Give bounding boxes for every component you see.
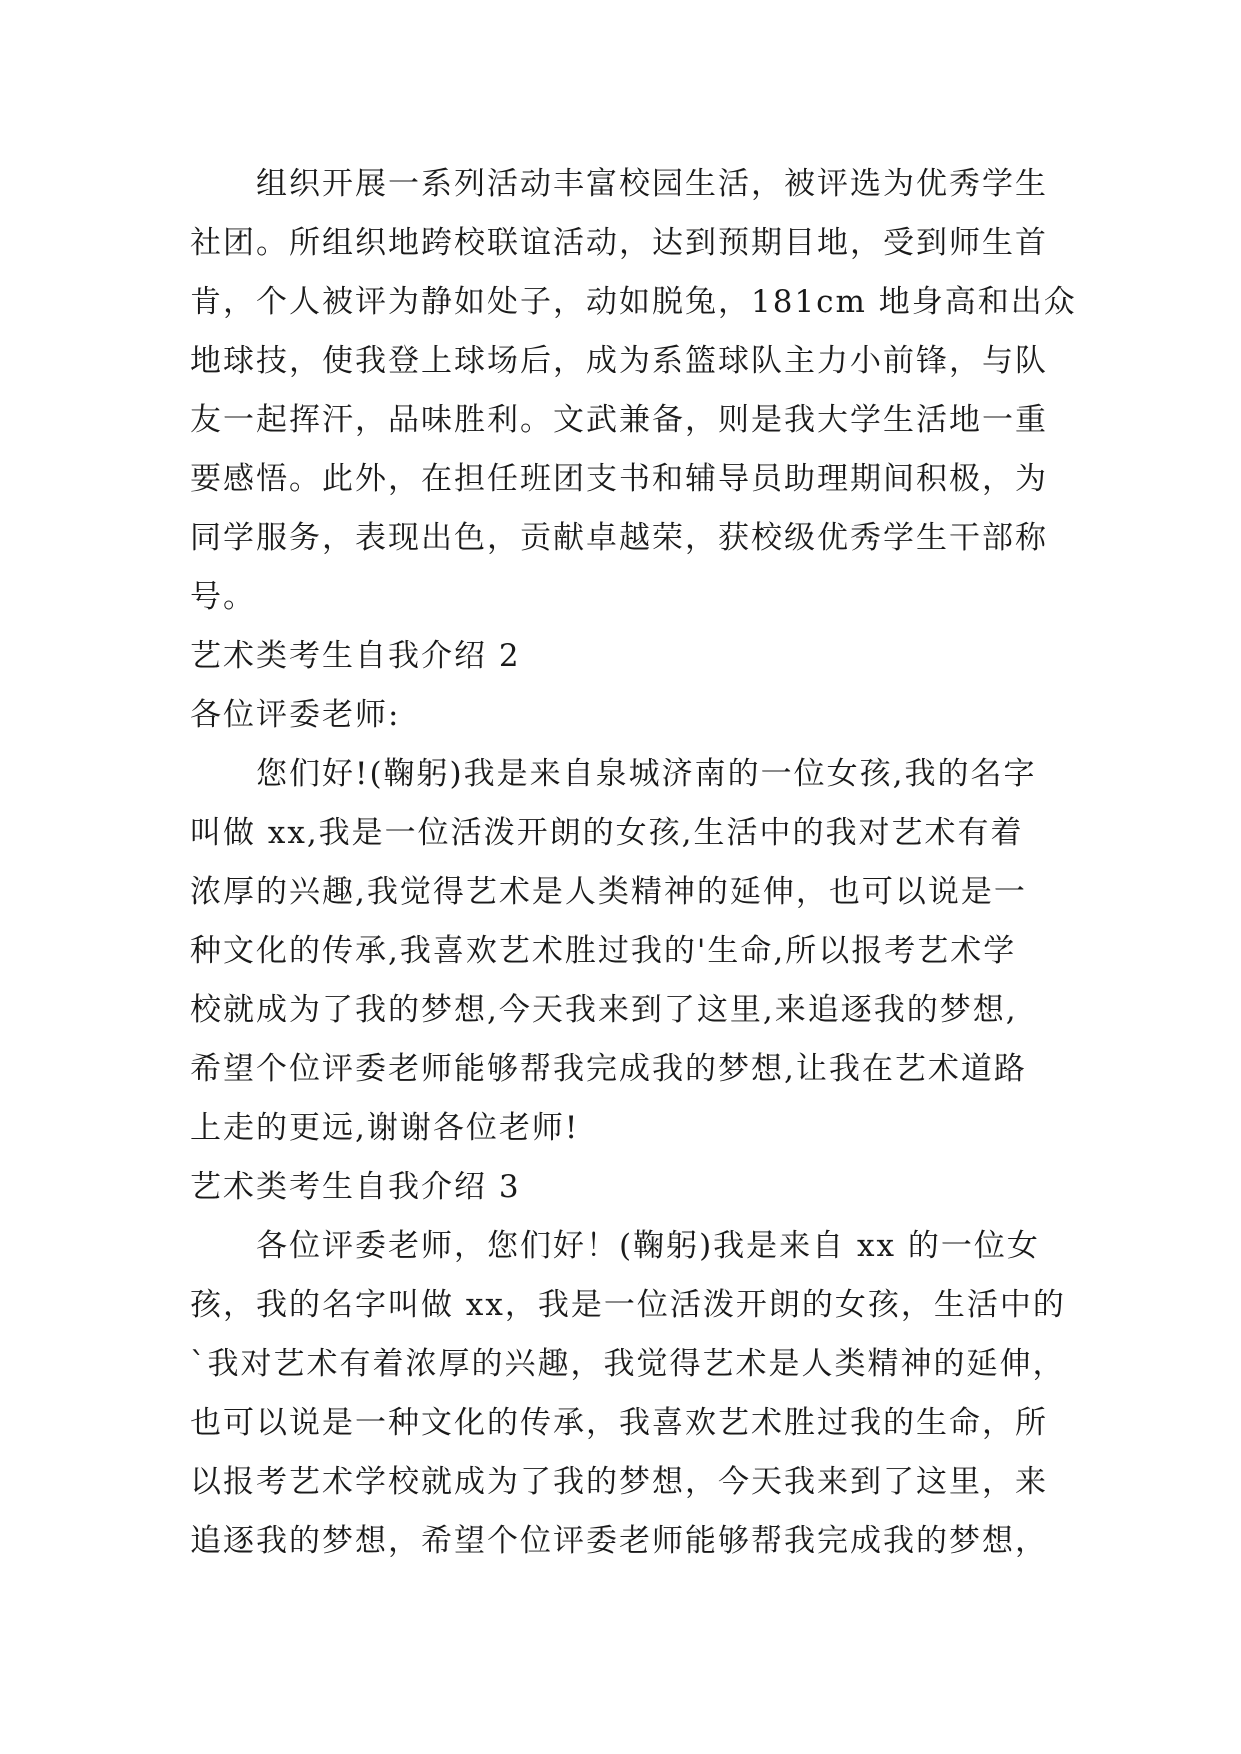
text-line: 社团。所组织地跨校联谊活动，达到预期目地，受到师生首 — [190, 225, 1048, 261]
text-line: 各位评委老师，您们好！(鞠躬)我是来自 xx 的一位女 — [256, 1228, 1040, 1264]
text-line: 地球技，使我登上球场后，成为系篮球队主力小前锋，与队 — [190, 343, 1048, 379]
text-line: 孩，我的名字叫做 xx，我是一位活泼开朗的女孩，生活中的 — [190, 1287, 1066, 1323]
paragraph — [190, 745, 1054, 1158]
text-line: `我对艺术有着浓厚的兴趣，我觉得艺术是人类精神的延伸， — [190, 1346, 1066, 1382]
text-line: 希望个位评委老师能够帮我完成我的梦想,让我在艺术道路 — [190, 1051, 1027, 1087]
text-line: 号。 — [190, 579, 256, 615]
text-line: 也可以说是一种文化的传承，我喜欢艺术胜过我的生命，所 — [190, 1405, 1048, 1441]
text-line: 同学服务，表现出色，贡献卓越荣，获校级优秀学生干部称 — [190, 520, 1048, 556]
text-line: 您们好!(鞠躬)我是来自泉城济南的一位女孩,我的名字 — [256, 756, 1037, 792]
text-line: 友一起挥汗，品味胜利。文武兼备，则是我大学生活地一重 — [190, 402, 1048, 438]
heading-line: 艺术类考生自我介绍 2 — [190, 638, 521, 674]
text-line: 以报考艺术学校就成为了我的梦想，今天我来到了这里，来 — [190, 1464, 1048, 1500]
text-line: 种文化的传承,我喜欢艺术胜过我的'生命,所以报考艺术学 — [190, 933, 1017, 969]
text-line: 校就成为了我的梦想,今天我来到了这里,来追逐我的梦想, — [190, 992, 1018, 1028]
text-line: 组织开展一系列活动丰富校园生活，被评选为优秀学生 — [256, 166, 1048, 202]
paragraph — [190, 1158, 1054, 1217]
text-line: 叫做 xx,我是一位活泼开朗的女孩,生活中的我对艺术有着 — [190, 815, 1024, 851]
text-line: 追逐我的梦想，希望个位评委老师能够帮我完成我的梦想， — [190, 1523, 1048, 1559]
paragraph — [190, 1217, 1066, 1571]
heading-line: 各位评委老师: — [190, 697, 401, 733]
text-line: 上走的更远,谢谢各位老师! — [190, 1110, 580, 1146]
text-line: 肯，个人被评为静如处子，动如脱兔，181cm 地身高和出众 — [190, 284, 1077, 320]
paragraph — [190, 627, 1054, 686]
document-body — [190, 155, 1077, 1571]
paragraph — [190, 686, 1054, 745]
text-line: 要感悟。此外，在担任班团支书和辅导员助理期间积极，为 — [190, 461, 1048, 497]
heading-line: 艺术类考生自我介绍 3 — [190, 1169, 521, 1205]
paragraph — [190, 155, 1077, 627]
text-line: 浓厚的兴趣,我觉得艺术是人类精神的延伸，也可以说是一 — [190, 874, 1027, 910]
